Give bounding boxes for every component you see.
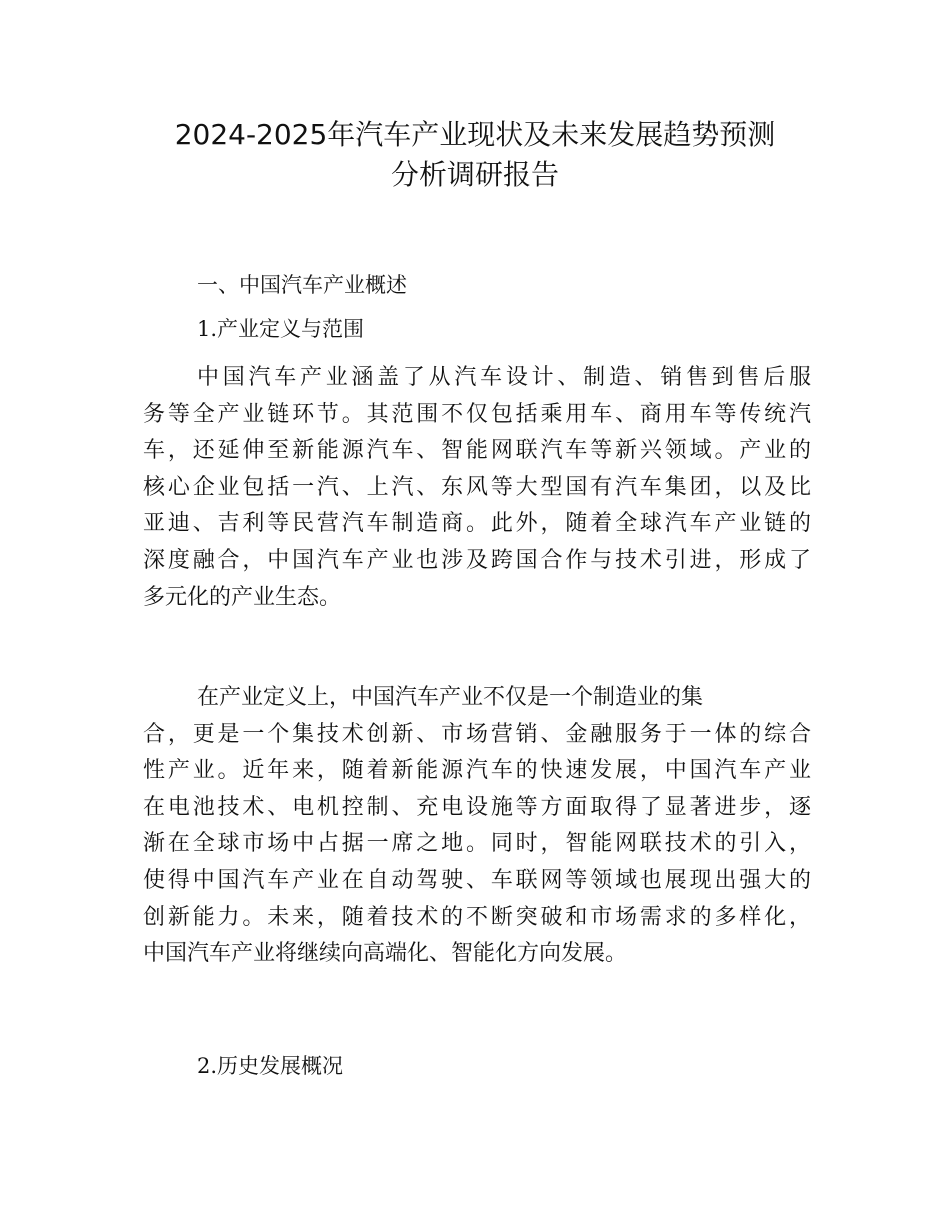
paragraph-line: 中国汽车产业将继续向高端化、智能化方向发展。 [143, 941, 628, 967]
report-title-line1: 2024-2025年汽车产业现状及未来发展趋势预测 [174, 118, 776, 151]
paragraph-definition-scope [143, 360, 811, 616]
paragraph-line: 务等全产业链环节。其范围不仅包括乘用车、商用车等传统汽 [143, 401, 811, 427]
section-heading-overview: 一、中国汽车产业概述 [197, 273, 407, 297]
paragraph-line: 在产业定义上，中国汽车产业不仅是一个制造业的集 [197, 685, 704, 710]
paragraph-line: 使得中国汽车产业在自动驾驶、车联网等领域也展现出强大的 [143, 867, 811, 893]
paragraph-line: 渐在全球市场中占据一席之地。同时，智能网联技术的引入， [143, 831, 811, 857]
subsection-heading-definition: 1.产业定义与范围 [197, 317, 365, 341]
paragraph-line: 在电池技术、电机控制、充电设施等方面取得了显著进步，逐 [143, 794, 811, 820]
report-title-line2: 分析调研报告 [390, 158, 559, 191]
paragraph-line: 车，还延伸至新能源汽车、智能网联汽车等新兴领域。产业的 [143, 438, 811, 464]
subsection-heading-history: 2.历史发展概况 [197, 1054, 344, 1078]
paragraph-line: 多元化的产业生态。 [143, 584, 342, 610]
paragraph-line: 深度融合，中国汽车产业也涉及跨国合作与技术引进，形成了 [143, 547, 811, 573]
paragraph-line: 亚迪、吉利等民营汽车制造商。此外，随着全球汽车产业链的 [143, 511, 811, 537]
paragraph-line: 创新能力。未来，随着技术的不断突破和市场需求的多样化， [143, 904, 811, 930]
paragraph-line: 中国汽车产业涵盖了从汽车设计、制造、销售到售后服 [197, 365, 811, 390]
paragraph-line: 核心企业包括一汽、上汽、东风等大型国有汽车集团，以及比 [143, 474, 811, 500]
paragraph-industry-definition [143, 680, 811, 973]
paragraph-line: 性产业。近年来，随着新能源汽车的快速发展，中国汽车产业 [143, 758, 811, 784]
paragraph-line: 合，更是一个集技术创新、市场营销、金融服务于一体的综合 [143, 721, 811, 747]
